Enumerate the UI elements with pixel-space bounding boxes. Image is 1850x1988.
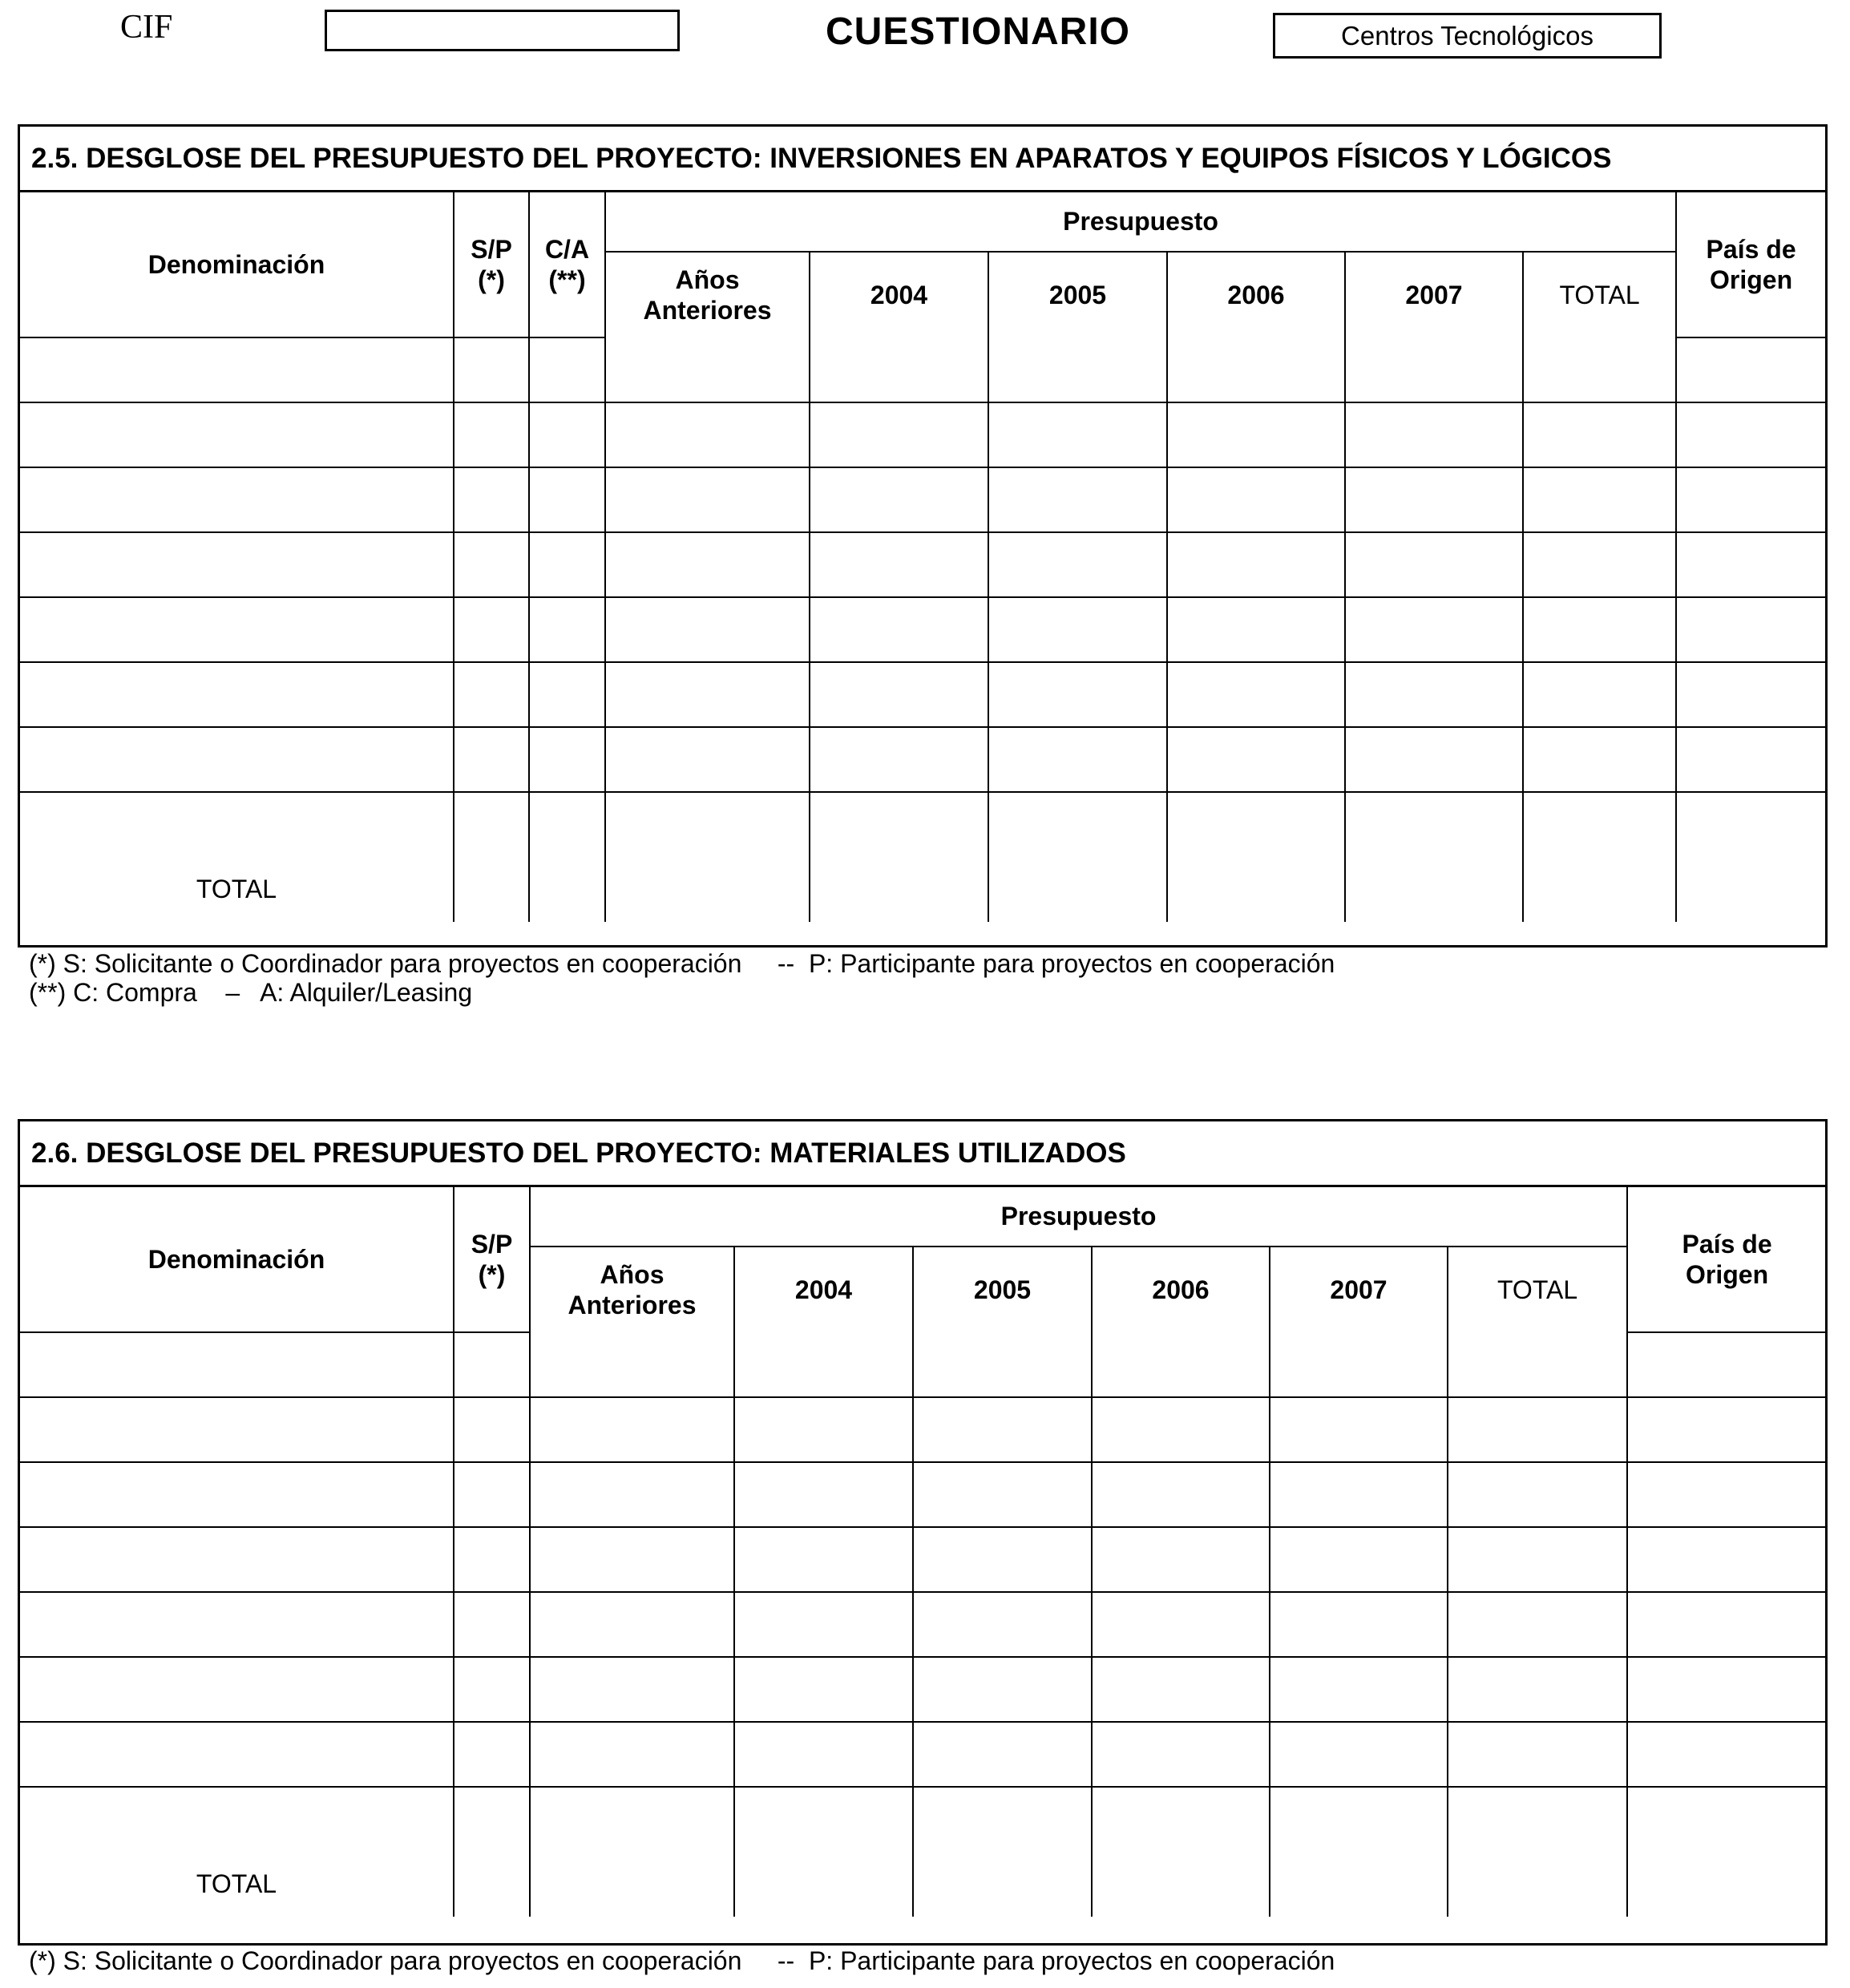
table-cell[interactable] — [913, 1527, 1092, 1592]
table-cell[interactable] — [20, 1592, 454, 1657]
cif-input[interactable] — [325, 10, 680, 51]
col-2004: 2004 — [810, 252, 988, 337]
table-cell[interactable] — [454, 792, 529, 856]
table-cell[interactable] — [1627, 1657, 1826, 1722]
table-cell[interactable] — [20, 792, 454, 856]
table-cell[interactable] — [530, 1397, 734, 1462]
table-cell[interactable] — [454, 467, 529, 532]
table-cell[interactable] — [810, 532, 988, 597]
table-cell[interactable] — [1345, 727, 1523, 792]
table-row — [20, 662, 1825, 727]
col-presupuesto: Presupuesto — [605, 192, 1676, 252]
col-2005: 2005 — [913, 1247, 1092, 1332]
table-cell[interactable] — [810, 467, 988, 532]
footnote-sp: (*) S: Solicitante o Coordinador para proyectos en cooperación -- P: Participante para proyectos en cooperación — [29, 949, 1335, 978]
table-cell[interactable] — [1270, 1527, 1448, 1592]
table-cell[interactable] — [20, 597, 454, 662]
table-cell[interactable] — [1092, 1722, 1270, 1787]
table-cell[interactable] — [605, 467, 810, 532]
table-cell[interactable] — [1167, 532, 1345, 597]
total-cell[interactable] — [1448, 1851, 1627, 1917]
table-cell[interactable] — [1092, 1397, 1270, 1462]
table-cell[interactable] — [1627, 1787, 1826, 1851]
footnote-ca: (**) C: Compra – A: Alquiler/Leasing — [29, 978, 473, 1007]
table-cell[interactable] — [1523, 727, 1676, 792]
table-cell[interactable] — [454, 1657, 530, 1722]
table-inversiones — [20, 192, 1825, 922]
table-cell[interactable] — [1523, 532, 1676, 597]
table-cell[interactable] — [454, 727, 529, 792]
table-cell[interactable] — [1270, 1657, 1448, 1722]
table-cell[interactable] — [20, 1657, 454, 1722]
table-cell[interactable] — [1167, 727, 1345, 792]
table-cell[interactable] — [734, 1527, 913, 1592]
col-denominacion: Denominación — [20, 1187, 454, 1332]
table-cell[interactable] — [454, 1527, 530, 1592]
table-cell[interactable] — [529, 792, 605, 856]
table-cell[interactable] — [529, 337, 605, 402]
table-cell[interactable] — [530, 1787, 734, 1851]
table-cell[interactable] — [1345, 337, 1523, 402]
table-cell[interactable] — [1270, 1722, 1448, 1787]
total-cell[interactable] — [1627, 1851, 1826, 1917]
col-presupuesto: Presupuesto — [530, 1187, 1627, 1247]
table-cell[interactable] — [1092, 1592, 1270, 1657]
table-cell[interactable] — [1092, 1332, 1270, 1397]
table-cell[interactable] — [530, 1527, 734, 1592]
table-cell[interactable] — [1676, 532, 1825, 597]
table-cell[interactable] — [454, 1462, 530, 1527]
table-cell[interactable] — [1523, 597, 1676, 662]
table-cell[interactable] — [913, 1657, 1092, 1722]
table-cell[interactable] — [1523, 662, 1676, 727]
table-cell[interactable] — [454, 1592, 530, 1657]
section-2-6 — [18, 1119, 1828, 1946]
table-row — [20, 467, 1825, 532]
table-cell[interactable] — [1627, 1722, 1826, 1787]
table-cell[interactable] — [1167, 662, 1345, 727]
table-cell[interactable] — [605, 597, 810, 662]
total-cell[interactable] — [1523, 856, 1676, 922]
table-cell[interactable] — [1676, 467, 1825, 532]
total-cell[interactable] — [913, 1851, 1092, 1917]
table-cell[interactable] — [734, 1787, 913, 1851]
table-cell[interactable] — [1523, 402, 1676, 467]
table-cell[interactable] — [913, 1397, 1092, 1462]
table-cell[interactable] — [1167, 402, 1345, 467]
table-cell[interactable] — [20, 727, 454, 792]
table-cell[interactable] — [454, 1722, 530, 1787]
table-cell[interactable] — [454, 532, 529, 597]
table-cell[interactable] — [530, 1722, 734, 1787]
table-cell[interactable] — [605, 792, 810, 856]
table-cell[interactable] — [988, 337, 1167, 402]
table-cell[interactable] — [530, 1592, 734, 1657]
col-2007: 2007 — [1270, 1247, 1448, 1332]
table-cell[interactable] — [810, 337, 988, 402]
table-cell[interactable] — [1448, 1787, 1627, 1851]
table-cell[interactable] — [734, 1722, 913, 1787]
table-cell[interactable] — [988, 467, 1167, 532]
table-row — [20, 1787, 1826, 1851]
table-cell[interactable] — [605, 662, 810, 727]
table-row — [20, 337, 1825, 402]
table-row — [20, 1722, 1826, 1787]
table-cell[interactable] — [529, 662, 605, 727]
table-cell[interactable] — [734, 1462, 913, 1527]
table-cell[interactable] — [1270, 1397, 1448, 1462]
table-cell[interactable] — [20, 532, 454, 597]
table-cell[interactable] — [913, 1592, 1092, 1657]
table-cell[interactable] — [529, 597, 605, 662]
table-cell[interactable] — [1448, 1397, 1627, 1462]
table-cell[interactable] — [1676, 662, 1825, 727]
table-cell[interactable] — [1627, 1592, 1826, 1657]
table-cell[interactable] — [1627, 1462, 1826, 1527]
total-cell[interactable] — [1676, 856, 1825, 922]
table-cell[interactable] — [1676, 727, 1825, 792]
table-cell[interactable] — [810, 402, 988, 467]
total-cell[interactable] — [454, 1851, 530, 1917]
table-cell[interactable] — [1167, 597, 1345, 662]
table-cell[interactable] — [529, 467, 605, 532]
table-cell[interactable] — [1270, 1332, 1448, 1397]
table-cell[interactable] — [1092, 1462, 1270, 1527]
table-cell[interactable] — [454, 337, 529, 402]
table-row — [20, 792, 1825, 856]
table-cell[interactable] — [913, 1722, 1092, 1787]
table-cell[interactable] — [1345, 467, 1523, 532]
table-cell[interactable] — [20, 1332, 454, 1397]
col-anos-anteriores: Años Anteriores — [605, 252, 810, 337]
table-cell[interactable] — [1345, 792, 1523, 856]
col-sp: S/P (*) — [454, 192, 529, 337]
table-cell[interactable] — [1676, 402, 1825, 467]
table-row — [20, 1657, 1826, 1722]
total-cell[interactable] — [734, 1851, 913, 1917]
rows-inversiones — [20, 337, 1825, 856]
col-pais-origen: País de Origen — [1627, 1187, 1826, 1332]
col-sp: S/P (*) — [454, 1187, 530, 1332]
table-cell[interactable] — [454, 1397, 530, 1462]
table-cell[interactable] — [529, 532, 605, 597]
table-cell[interactable] — [454, 1332, 530, 1397]
table-cell[interactable] — [1627, 1332, 1826, 1397]
table-cell[interactable] — [1448, 1462, 1627, 1527]
total-cell[interactable] — [1270, 1851, 1448, 1917]
table-cell[interactable] — [1448, 1332, 1627, 1397]
table-cell[interactable] — [913, 1787, 1092, 1851]
table-row — [20, 1592, 1826, 1657]
table-cell[interactable] — [20, 467, 454, 532]
total-cell[interactable] — [529, 856, 605, 922]
table-materiales — [20, 1187, 1826, 1917]
table-cell[interactable] — [1448, 1657, 1627, 1722]
col-denominacion: Denominación — [20, 192, 454, 337]
table-cell[interactable] — [20, 1787, 454, 1851]
table-cell[interactable] — [1167, 792, 1345, 856]
table-cell[interactable] — [988, 597, 1167, 662]
table-cell[interactable] — [810, 727, 988, 792]
total-row-label: TOTAL — [20, 1851, 454, 1917]
table-cell[interactable] — [454, 662, 529, 727]
category-box: Centros Tecnológicos — [1273, 13, 1662, 59]
table-cell[interactable] — [1167, 467, 1345, 532]
col-anos-anteriores: Años Anteriores — [530, 1247, 734, 1332]
table-cell[interactable] — [1270, 1787, 1448, 1851]
table-cell[interactable] — [529, 727, 605, 792]
table-cell[interactable] — [734, 1657, 913, 1722]
table-cell[interactable] — [810, 597, 988, 662]
table-cell[interactable] — [988, 792, 1167, 856]
section-2-5-title: 2.5. DESGLOSE DEL PRESUPUESTO DEL PROYECTO: INVERSIONES EN APARATOS Y EQUIPOS FÍSICOS Y LÓGICOS — [20, 127, 1825, 192]
table-cell[interactable] — [734, 1397, 913, 1462]
total-cell[interactable] — [454, 856, 529, 922]
table-cell[interactable] — [605, 337, 810, 402]
table-cell[interactable] — [1627, 1397, 1826, 1462]
table-cell[interactable] — [1448, 1722, 1627, 1787]
table-cell[interactable] — [1092, 1787, 1270, 1851]
table-cell[interactable] — [1167, 337, 1345, 402]
table-cell[interactable] — [810, 662, 988, 727]
table-cell[interactable] — [1523, 467, 1676, 532]
table-cell[interactable] — [20, 1722, 454, 1787]
table-cell[interactable] — [988, 662, 1167, 727]
table-cell[interactable] — [1627, 1527, 1826, 1592]
table-cell[interactable] — [988, 727, 1167, 792]
table-cell[interactable] — [605, 532, 810, 597]
table-row — [20, 1462, 1826, 1527]
col-ca: C/A (**) — [529, 192, 605, 337]
table-cell[interactable] — [988, 532, 1167, 597]
rows-materiales — [20, 1332, 1826, 1851]
table-row — [20, 402, 1825, 467]
table-cell[interactable] — [1448, 1527, 1627, 1592]
table-row — [20, 532, 1825, 597]
col-total: TOTAL — [1523, 252, 1676, 337]
table-cell[interactable] — [454, 597, 529, 662]
table-row — [20, 727, 1825, 792]
table-row — [20, 1332, 1826, 1397]
table-cell[interactable] — [1676, 792, 1825, 856]
col-2004: 2004 — [734, 1247, 913, 1332]
table-cell[interactable] — [605, 402, 810, 467]
table-cell[interactable] — [1270, 1592, 1448, 1657]
table-cell[interactable] — [530, 1462, 734, 1527]
table-cell[interactable] — [1092, 1657, 1270, 1722]
table-cell[interactable] — [1345, 402, 1523, 467]
table-cell[interactable] — [454, 1787, 530, 1851]
section-2-5 — [18, 124, 1828, 948]
section-2-6-title: 2.6. DESGLOSE DEL PRESUPUESTO DEL PROYECTO: MATERIALES UTILIZADOS — [20, 1121, 1825, 1187]
table-cell[interactable] — [1345, 532, 1523, 597]
table-row — [20, 1397, 1826, 1462]
page-title: CUESTIONARIO — [826, 10, 1131, 53]
table-cell[interactable] — [810, 792, 988, 856]
table-cell[interactable] — [529, 402, 605, 467]
table-cell[interactable] — [20, 1462, 454, 1527]
table-cell[interactable] — [20, 337, 454, 402]
table-cell[interactable] — [454, 402, 529, 467]
table-cell[interactable] — [20, 1397, 454, 1462]
col-pais-origen: País de Origen — [1676, 192, 1825, 337]
table-cell[interactable] — [734, 1332, 913, 1397]
table-cell[interactable] — [20, 662, 454, 727]
table-cell[interactable] — [605, 727, 810, 792]
table-cell[interactable] — [913, 1332, 1092, 1397]
table-cell[interactable] — [1345, 662, 1523, 727]
table-cell[interactable] — [20, 402, 454, 467]
table-cell[interactable] — [988, 402, 1167, 467]
col-2005: 2005 — [988, 252, 1167, 337]
total-cell[interactable] — [988, 856, 1167, 922]
table-cell[interactable] — [1523, 337, 1676, 402]
total-row-label: TOTAL — [20, 856, 454, 922]
total-cell[interactable] — [1092, 1851, 1270, 1917]
total-cell[interactable] — [1345, 856, 1523, 922]
table-cell[interactable] — [1523, 792, 1676, 856]
footnote-sp: (*) S: Solicitante o Coordinador para proyectos en cooperación -- P: Participante para proyectos en cooperación — [29, 1946, 1335, 1975]
col-2007: 2007 — [1345, 252, 1523, 337]
cif-label: CIF — [120, 9, 173, 46]
total-cell[interactable] — [530, 1851, 734, 1917]
table-cell[interactable] — [1345, 597, 1523, 662]
table-cell[interactable] — [20, 1527, 454, 1592]
table-cell[interactable] — [1270, 1462, 1448, 1527]
table-cell[interactable] — [1448, 1592, 1627, 1657]
total-cell[interactable] — [1167, 856, 1345, 922]
total-cell[interactable] — [810, 856, 988, 922]
table-row — [20, 597, 1825, 662]
table-cell[interactable] — [913, 1462, 1092, 1527]
col-2006: 2006 — [1092, 1247, 1270, 1332]
table-cell[interactable] — [1676, 337, 1825, 402]
col-2006: 2006 — [1167, 252, 1345, 337]
col-total: TOTAL — [1448, 1247, 1627, 1332]
total-cell[interactable] — [605, 856, 810, 922]
table-row — [20, 1527, 1826, 1592]
table-cell[interactable] — [530, 1332, 734, 1397]
table-cell[interactable] — [734, 1592, 913, 1657]
table-cell[interactable] — [1092, 1527, 1270, 1592]
table-cell[interactable] — [530, 1657, 734, 1722]
table-cell[interactable] — [1676, 597, 1825, 662]
